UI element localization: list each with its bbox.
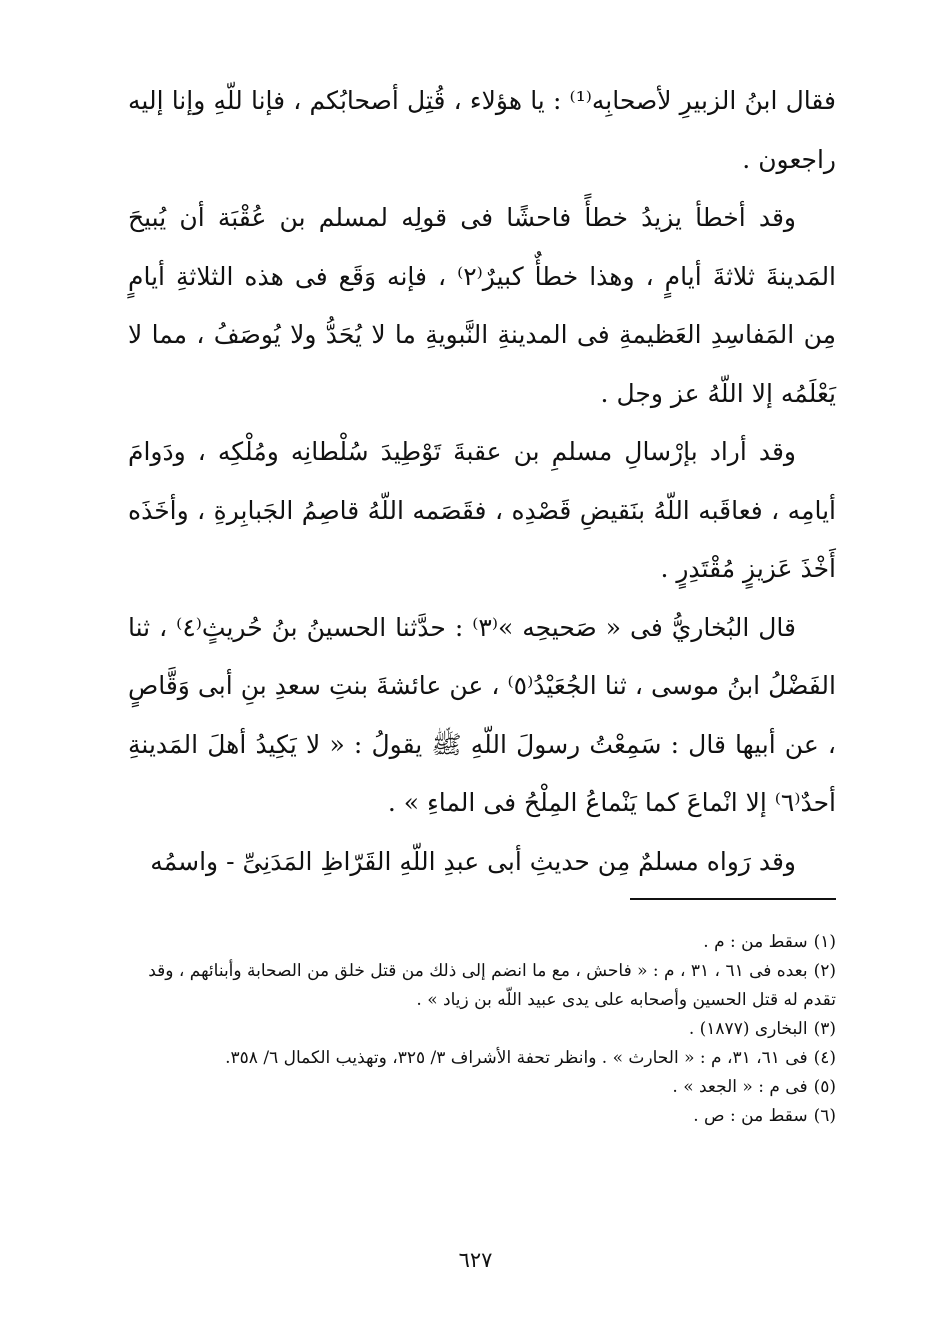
- footnote-text: سقط من : ص .: [693, 1106, 808, 1126]
- footnote-divider: [630, 898, 836, 900]
- paragraph-5: وقد رَواه مسلمٌ مِن حديثِ أبى عبدِ اللّهِ القَرّاظِ المَدَنِىِّ - واسمُه: [150, 846, 796, 876]
- footnote-6: [118, 1102, 836, 1131]
- paragraph-4: قال البُخاريُّ فى « صَحيحِه »⁽٣⁾ : حدَّثنا الحسينُ بنُ حُريثٍ⁽٤⁾ ، ثنا الفَضْلُ ابنُ موسى ، ثنا الجُعَيْدُ⁽٥⁾ ، عن عائشةَ بنتِ سعدِ بنِ أبى وَقَّاصٍ ، عن أبيها قال : سَمِعْتُ رسولَ اللّهِ ﷺ يقولُ : « لا يَكِيدُ أهلَ المَدينةِ أحدٌ⁽٦⁾ إلا انْماعَ كما يَنْماعُ المِلْحُ فى الماءِ » .: [128, 612, 836, 817]
- footnote-2: [118, 957, 836, 1015]
- footnote-text: فى م : « الجعد » .: [672, 1077, 808, 1097]
- footnote-number: (٣): [813, 1019, 836, 1039]
- footnote-4: [118, 1044, 836, 1073]
- footnote-number: (٢): [813, 961, 836, 981]
- paragraph-1: فقال ابنُ الزبيرِ لأصحابِه⁽¹⁾ : يا هؤلاء ، قُتِل أصحابُكم ، فإنا للّهِ وإنا إليه راجعون .: [128, 86, 836, 174]
- main-text: [128, 72, 836, 891]
- footnote-3: [118, 1015, 836, 1044]
- footnote-text: بعده فى ٦١ ، ٣١ ، م : « فاحش ، مع ما انضم إلى ذلك من قتل خلق من الصحابة وأبنائهم ، وقد تقدم له قتل الحسين وأصحابه على يدى عبيد اللّه بن زياد » .: [148, 961, 836, 1010]
- footnote-text: فى ٦١، ٣١، م : « الحارث » . وانظر تحفة الأشراف ٣/ ٣٢٥، وتهذيب الكمال ٦/ ٣٥٨.: [225, 1048, 808, 1068]
- paragraph-2: وقد أخطأ يزيدُ خطأً فاحشًا فى قولِه لمسلم بن عُقْبَة أن يُبيحَ المَدينةَ ثلاثةَ أيامٍ ، وهذا خطأٌ كبيرٌ⁽٢⁾ ، فإنه وَقَع فى هذه الثلاثةِ أيامٍ مِن المَفاسِدِ العَظيمةِ فى المدينةِ النَّبويةِ ما لا يُحَدُّ ولا يُوصَفُ ، مما لا يَعْلَمُه إلا اللّهُ عز وجل .: [128, 203, 837, 408]
- footnote-number: (٤): [813, 1048, 836, 1068]
- footnotes: [118, 928, 836, 1131]
- footnote-1: [118, 928, 836, 957]
- footnote-number: (٥): [813, 1077, 836, 1097]
- page-number: ٦٢٧: [458, 1248, 493, 1272]
- footnote-text: البخارى (١٨٧٧) .: [688, 1019, 808, 1039]
- paragraph-3: وقد أراد بإرْسالِ مسلمِ بن عقبةَ تَوْطِيدَ سُلْطانِه ومُلْكِه ، ودَوامَ أيامِه ، فعاقَبه اللّهُ بنَقيضِ قَصْدِه ، فقَصَمه اللّهُ قاصِمُ الجَبابِرةِ ، وأخَذَه أَخْذَ عَزيزٍ مُقْتَدِرٍ .: [128, 437, 836, 583]
- footnote-number: (٦): [813, 1106, 836, 1126]
- footnote-5: [118, 1073, 836, 1102]
- footnote-text: سقط من : م .: [703, 932, 808, 952]
- footnote-number: (١): [813, 932, 836, 952]
